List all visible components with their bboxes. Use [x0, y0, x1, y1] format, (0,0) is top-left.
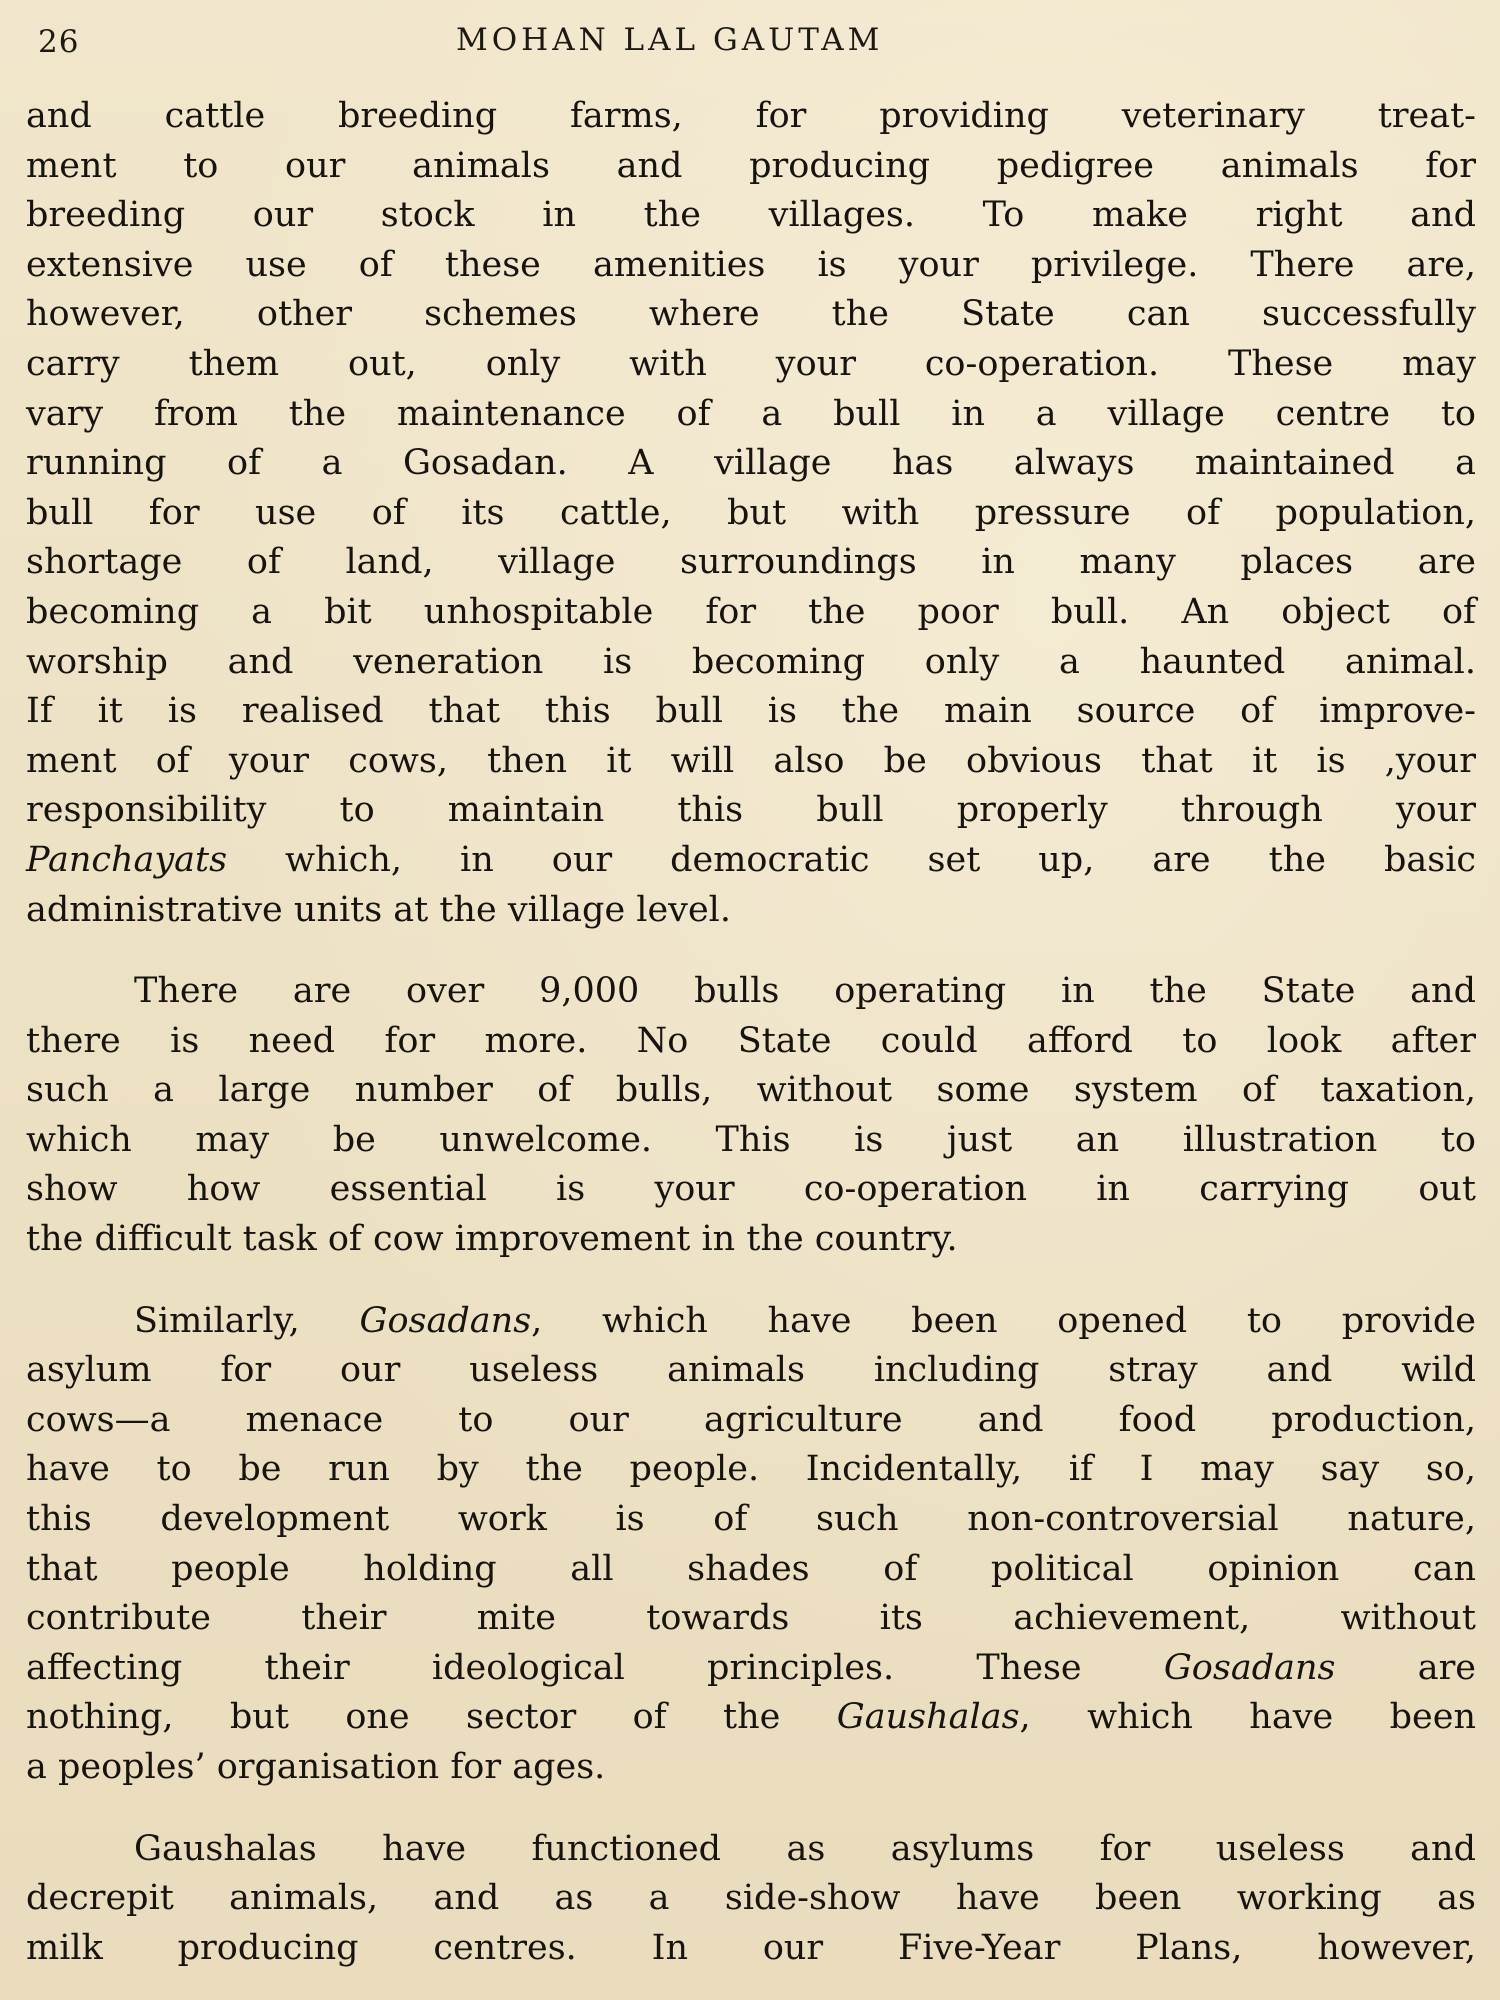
text-run: Similarly, [134, 1300, 360, 1341]
text-line [26, 1693, 1476, 1743]
text-line: such a large number of bulls, without some system of taxation, [26, 1070, 1476, 1111]
text-line: ment of your cows, then it will also be obvious that it is ,your [26, 740, 1476, 781]
paragraph-3 [26, 1297, 1476, 1793]
text-line: that people holding all shades of political opinion can [26, 1548, 1476, 1589]
text-line: show how essential is your co-operation in carrying out [26, 1169, 1476, 1210]
text-line: milk producing centres. In our Five-Year Plans, however, [26, 1927, 1476, 1968]
text-line: which may be unwelcome. This is just an illustration to [26, 1119, 1476, 1160]
text-line: carry them out, only with your co-operation. These may [26, 343, 1476, 384]
text-line [26, 1297, 1476, 1347]
paragraph-1 [26, 92, 1476, 935]
text-line: shortage of land, village surroundings in many places are [26, 542, 1476, 583]
italic-term: Gaushalas [836, 1697, 1020, 1738]
page-header [36, 16, 1476, 76]
page-number: 26 [38, 24, 80, 60]
text-line: the difficult task of cow improvement in the country. [26, 1219, 958, 1260]
paragraph-4 [26, 1825, 1476, 1974]
text-line [26, 836, 1476, 886]
text-line: responsibility to maintain this bull properly through your [26, 790, 1476, 831]
text-line: decrepit animals, and as a side-show have been working as [26, 1878, 1476, 1919]
text-line: bull for use of its cattle, but with pressure of population, [26, 492, 1476, 533]
text-line: vary from the maintenance of a bull in a village centre to [26, 393, 1476, 434]
text-line: worship and veneration is becoming only a haunted animal. [26, 641, 1476, 682]
text-line: becoming a bit unhospitable for the poor bull. An object of [26, 591, 1476, 632]
text-line: a peoples’ organisation for ages. [26, 1747, 606, 1787]
text-run: , which have been opened to provide [531, 1300, 1476, 1341]
text-line: extensive use of these amenities is your privilege. There are, [26, 244, 1476, 285]
italic-term: Panchayats [26, 839, 228, 880]
text-run: which, in our democratic set up, are the basic [227, 839, 1476, 880]
text-line: this development work is of such non-controversial nature, [26, 1499, 1476, 1540]
text-line: There are over 9,000 bulls operating in the State and [134, 971, 1476, 1012]
text-line: contribute their mite towards its achievement, without [26, 1598, 1476, 1639]
text-run: , which have been [1019, 1697, 1476, 1738]
body-text [26, 92, 1476, 1973]
text-line: ment to our animals and producing pedigree animals for [26, 145, 1476, 186]
text-line: however, other schemes where the State can successfully [26, 294, 1476, 335]
italic-term: Gosadans [1163, 1647, 1336, 1688]
text-line: administrative units at the village level. [26, 889, 731, 930]
italic-term: Gosadans [359, 1300, 532, 1341]
text-line: running of a Gosadan. A village has always maintained a [26, 443, 1476, 484]
text-line: asylum for our useless animals including stray and wild [26, 1350, 1476, 1391]
text-line: have to be run by the people. Incidentally, if I may say so, [26, 1449, 1476, 1490]
text-line: If it is realised that this bull is the main source of improve- [26, 691, 1476, 732]
text-run: are [1335, 1647, 1477, 1688]
running-head: MOHAN LAL GAUTAM [456, 22, 884, 58]
text-line [26, 1644, 1476, 1694]
text-line: Gaushalas have functioned as asylums for useless and [134, 1828, 1476, 1869]
text-line: and cattle breeding farms, for providing veterinary treat- [26, 96, 1476, 136]
paragraph-2 [26, 967, 1476, 1265]
text-run: affecting their ideological principles. These [26, 1647, 1164, 1688]
text-line: breeding our stock in the villages. To make right and [26, 195, 1476, 236]
text-run: nothing, but one sector of the [26, 1697, 837, 1738]
text-line: there is need for more. No State could afford to look after [26, 1020, 1476, 1061]
text-line: cows—a menace to our agriculture and food production, [26, 1399, 1476, 1440]
